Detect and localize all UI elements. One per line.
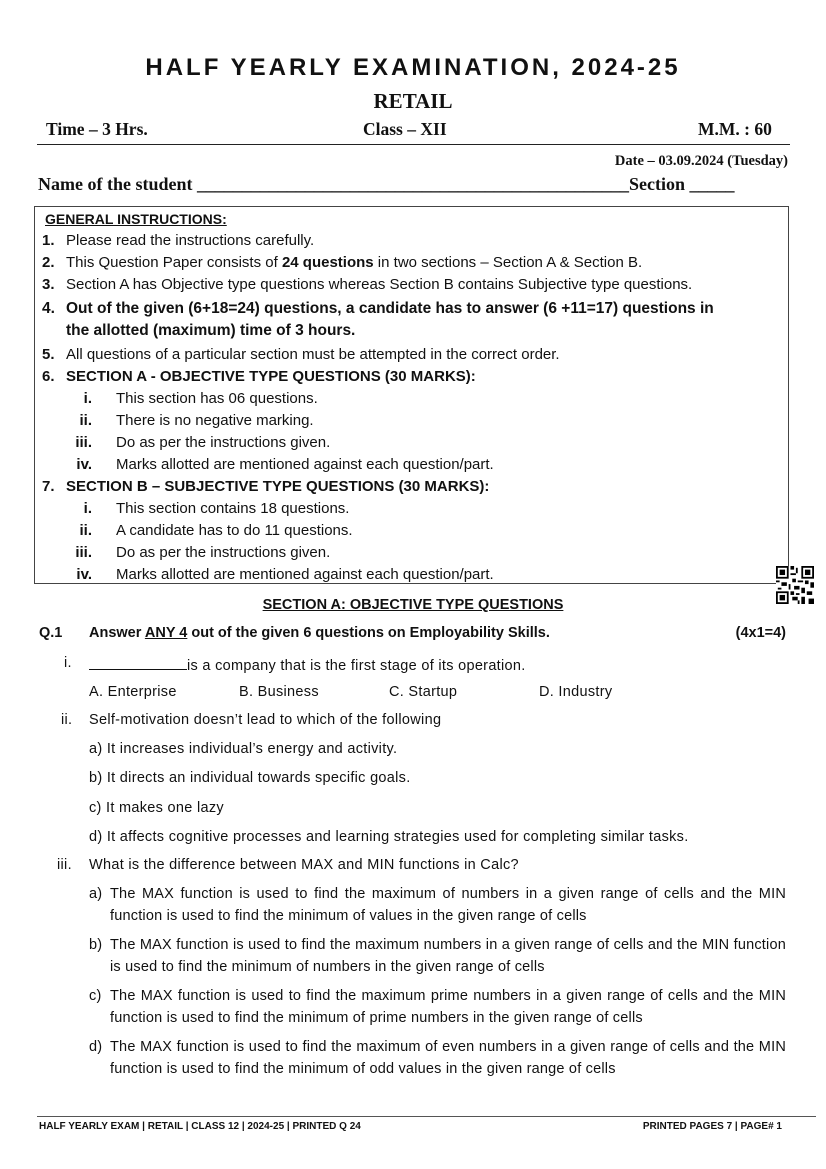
instruction-item-continuation: the allotted (maximum) time of 3 hours. [66,322,356,339]
instruction-number: 2. [42,254,55,271]
instruction-subitem: iv. Marks allotted are mentioned against each question/part. [76,456,494,473]
question-number: Q.1 [39,625,63,641]
instruction-number: 5. [42,346,55,363]
question-1-prompt: Answer ANY 4 out of the given 6 questions on Employability Skills. [89,625,550,641]
option: b) The MAX function is used to find the maximum numbers in a given range of cells and the MIN function is used to find the minimum of numbers in the given range of cells [89,937,786,975]
instruction-item: 4. Out of the given (6+18=24) questions, a candidate has to answer (6 +11=17) questions in [42,300,714,317]
option: c) The MAX function is used to find the maximum prime numbers in a given range of cells and the MIN function is used to find the minimum of prime numbers in the given range of cells [89,988,786,1026]
option: B. Business [239,684,319,700]
instruction-number: 7. [42,478,55,495]
name-blank: ________________________________________________ [197,174,629,194]
question-text: Self-motivation doesn’t lead to which of the following [89,712,442,728]
section-a-heading: SECTION A: OBJECTIVE TYPE QUESTIONS [262,597,564,613]
instruction-number: 3. [42,276,55,293]
exam-date: Date – 03.09.2024 (Tuesday) [614,153,788,169]
instruction-item: 3. Section A has Objective type questions whereas Section B contains Subjective type questions. [42,276,693,293]
name-label: Name of the student [38,174,193,194]
question-marks: (4x1=4) [735,625,786,641]
instruction-number: 6. [42,368,55,385]
option: d) It affects cognitive processes and learning strategies used for completing similar tasks. [89,829,689,845]
footer-left: HALF YEARLY EXAM | RETAIL | CLASS 12 | 2024-25 | PRINTED Q 24 [39,1121,361,1132]
instruction-item: 7. SECTION B – SUBJECTIVE TYPE QUESTIONS (30 MARKS): [42,478,490,495]
instructions-title: GENERAL INSTRUCTIONS: [45,211,227,227]
option: d) The MAX function is used to find the maximum of even numbers in a given range of cells and the MIN function is used to find the minimum of odd values in the given range of cells [89,1039,786,1077]
instruction-item: 1. Please read the instructions carefully. [42,232,315,249]
footer-right: PRINTED PAGES 7 | PAGE# 1 [642,1121,782,1132]
option: D. Industry [539,684,613,700]
section-label: Section [629,174,685,194]
instruction-subitem: iv. Marks allotted are mentioned against each question/part. [76,566,494,583]
footer-divider [37,1116,816,1117]
instruction-item: 5. All questions of a particular section must be attempted in the correct order. [42,346,560,363]
instruction-subitem: iii. Do as per the instructions given. [75,434,331,451]
option: A. Enterprise [89,684,177,700]
part-number: ii. [61,712,73,728]
instruction-subitem: iii. Do as per the instructions given. [75,544,331,561]
header-divider [37,144,790,145]
student-name-line [38,174,798,195]
instruction-subitem: ii. A candidate has to do 11 questions. [79,522,353,539]
option: b) It directs an individual towards specific goals. [89,770,411,786]
instruction-item: 6. SECTION A - OBJECTIVE TYPE QUESTIONS (30 MARKS): [42,368,476,385]
part-number: iii. [57,857,72,873]
instruction-number: 4. [42,300,55,317]
option: a) The MAX function is used to find the maximum of numbers in a given range of cells and the MIN function is used to find the minimum of values in the given range of cells [89,886,786,924]
instruction-number: 1. [42,232,55,249]
question-text: is a company that is the first stage of its operation. [89,655,526,674]
any-4-emphasis: ANY 4 [144,625,188,641]
subject-title: RETAIL [373,89,453,113]
question-text: What is the difference between MAX and MIN functions in Calc? [89,857,519,873]
fill-in-blank [89,655,187,670]
max-marks: M.M. : 60 [698,119,772,139]
option: a) It increases individual’s energy and activity. [89,741,398,757]
instruction-item: 2. This Question Paper consists of 24 questions in two sections – Section A & Section B. [42,254,643,271]
option: C. Startup [389,684,458,700]
class-label: Class – XII [363,119,447,139]
instruction-subitem: i. This section contains 18 questions. [83,500,350,517]
option: c) It makes one lazy [89,800,224,816]
time-allowed: Time – 3 Hrs. [46,119,148,139]
exam-title: HALF YEARLY EXAMINATION, 2024-25 [145,54,681,81]
instruction-subitem: ii. There is no negative marking. [79,412,314,429]
section-blank: _____ [689,174,735,194]
instruction-subitem: i. This section has 06 questions. [83,390,318,407]
part-number: i. [64,655,72,671]
